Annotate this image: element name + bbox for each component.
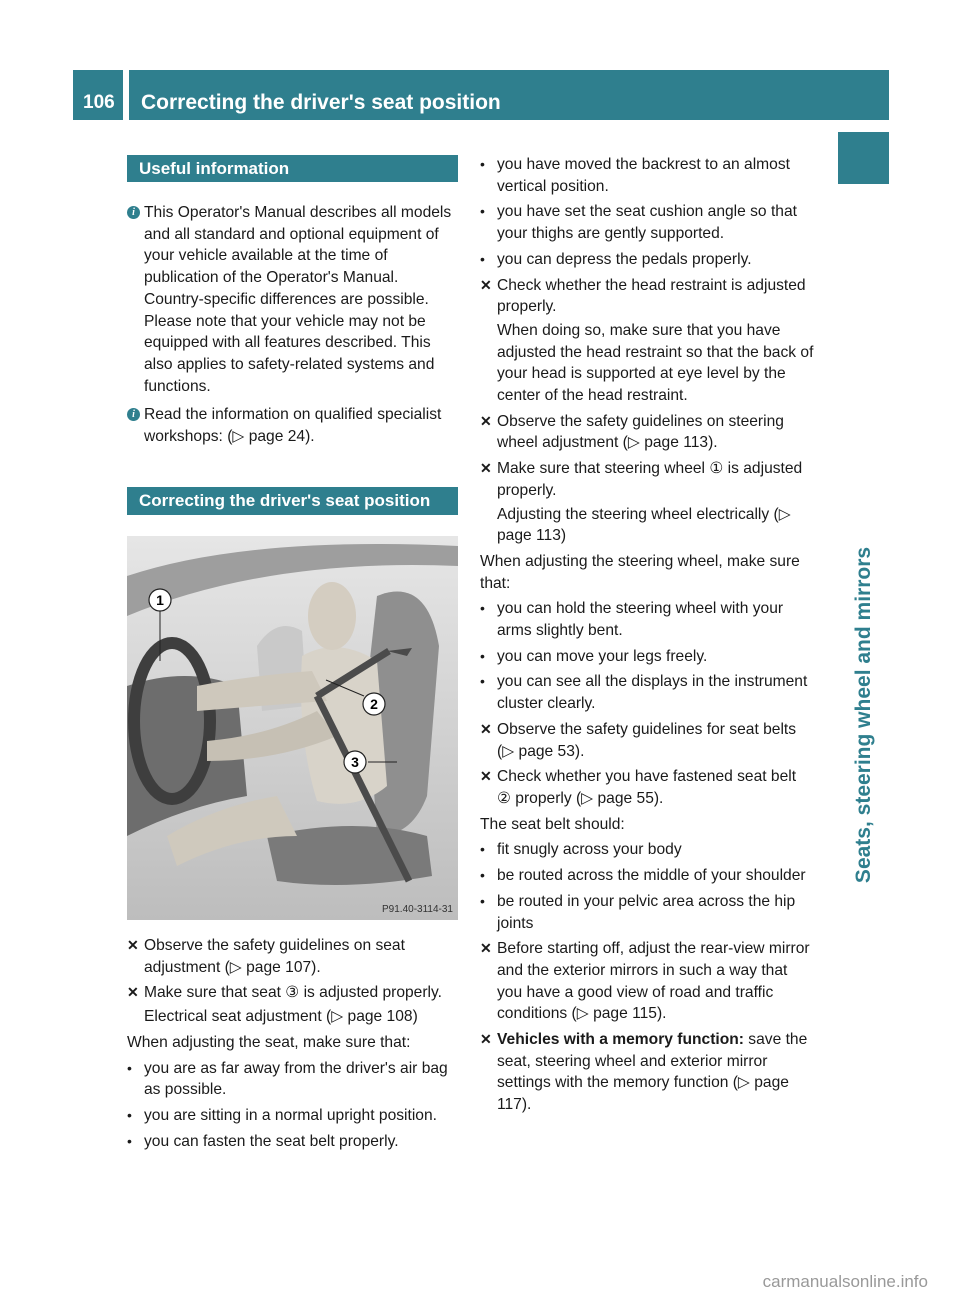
step-x-icon: ✕ [480, 940, 492, 957]
belt-bullet-1-text: fit snugly across your body [497, 841, 682, 859]
bullet-icon: • [127, 1059, 132, 1076]
bullet-icon: • [127, 1132, 132, 1149]
footer-watermark: carmanualsonline.info [762, 1272, 928, 1291]
bullet-icon: • [480, 156, 485, 172]
step-seat-adjust [127, 982, 461, 1027]
page-number: 106 [83, 92, 115, 113]
useful-info-body [127, 202, 461, 452]
step-mirrors [480, 938, 814, 1025]
bullet-icon: • [127, 1106, 132, 1123]
step-seat-adjust-sub: Electrical seat adjustment (▷ page 108) [144, 1008, 418, 1026]
info-note-2-text: Read the information on qualified specialist workshops: (▷ page 24). [144, 406, 442, 446]
step-memory-text: save the seat, steering wheel and exterior mirror settings with the memory function (▷ page 117). [497, 1031, 808, 1114]
chapter-label: Seats, steering wheel and mirrors [852, 546, 875, 884]
seat-position-heading-text: Correcting the driver's seat position [139, 491, 431, 510]
pedals-bullet-text: you can depress the pedals properly. [497, 250, 752, 268]
steer-bullet-2-text: you can move your legs freely. [497, 647, 708, 665]
belt-bullet-3 [480, 891, 814, 934]
belt-bullet-2 [480, 865, 814, 887]
step-belt-text: Check whether you have fastened seat belt ② properly (▷ page 55). [497, 768, 797, 807]
seat-bullet-2-text: you are sitting in a normal upright position. [144, 1106, 437, 1124]
right-column [480, 154, 814, 1120]
step-steering-sub: Adjusting the steering wheel electrically (▷ page 113) [497, 505, 791, 545]
page-title: Correcting the driver's seat position [141, 91, 501, 114]
info-icon: i [127, 206, 140, 219]
pedals-bullet [480, 249, 814, 271]
step-seat-adjust-text: Make sure that seat ③ is adjusted properly. [144, 984, 442, 1002]
bullet-icon: • [480, 647, 485, 664]
steer-bullet-2 [480, 646, 814, 668]
step-seat-safety [127, 935, 461, 978]
seat-bullet-1 [127, 1058, 461, 1101]
bullet-icon: • [480, 892, 485, 909]
seat-bullet-3 [127, 1131, 461, 1153]
step-x-icon: ✕ [127, 984, 139, 1001]
step-x-icon: ✕ [480, 276, 492, 293]
step-head-restraint [480, 275, 814, 407]
step-head-restraint-text: Check whether the head restraint is adjusted properly. [497, 276, 806, 316]
step-steering [480, 458, 814, 547]
step-x-icon: ✕ [127, 937, 139, 953]
figure-code: P91.40-3114-31 [382, 904, 453, 915]
step-x-icon: ✕ [480, 768, 492, 785]
seat-intro: When adjusting the seat, make sure that: [127, 1033, 411, 1051]
step-seat-safety-text: Observe the safety guidelines on seat adjustment (▷ page 107). [144, 937, 405, 976]
info-note-1 [127, 202, 461, 397]
seat-bullet-1-text: you are as far away from the driver's air bag as possible. [144, 1059, 448, 1099]
step-steering-safety-text: Observe the safety guidelines on steering wheel adjustment (▷ page 113). [497, 412, 784, 452]
cushion-bullet [480, 201, 814, 244]
belt-bullet-2-text: be routed across the middle of your shoulder [497, 867, 806, 885]
info-icon: i [127, 408, 140, 421]
backrest-bullet-text: you have moved the backrest to an almost vertical position. [497, 156, 790, 195]
callout-2-label: 2 [370, 696, 378, 712]
page-number-box [73, 70, 123, 120]
seat-bullet-2 [127, 1105, 461, 1127]
driver-seat-illustration [127, 536, 458, 920]
step-x-icon: ✕ [480, 460, 492, 477]
useful-info-heading-text: Useful information [139, 159, 290, 178]
bullet-icon: • [480, 673, 485, 690]
steer-bullet-1 [480, 598, 814, 641]
cushion-bullet-text: you have set the seat cushion angle so that your thighs are gently supported. [497, 203, 797, 243]
step-steering-text: Make sure that steering wheel ① is adjusted properly. [497, 460, 803, 499]
belt-bullet-1 [480, 839, 814, 861]
step-steering-safety [480, 411, 814, 454]
step-belt [480, 766, 814, 809]
page-header [129, 70, 889, 120]
step-head-restraint-sub: When doing so, make sure that you have adjusted the head restraint so that the back of your head is supported at eye level by the center of the head restraint. [497, 321, 814, 405]
useful-info-heading [127, 155, 458, 182]
info-note-1-text: This Operator's Manual describes all models and all standard and optional equipment of your vehicle available at the time of publication of the Operator's Manual. Country-specific differences are possible. Please note that your vehicle may not be equipped with all features described. This also applies to safety-related systems and functions. [144, 204, 452, 395]
step-x-icon: ✕ [480, 1031, 492, 1048]
step-memory [480, 1029, 814, 1116]
belt-bullet-3-text: be routed in your pelvic area across the hip joints [497, 892, 796, 932]
steer-bullet-3-text: you can see all the displays in the instrument cluster clearly. [497, 673, 808, 713]
seat-position-heading [127, 487, 458, 515]
callout-3-label: 3 [351, 754, 359, 770]
step-belt-safety [480, 719, 814, 762]
steering-intro: When adjusting the steering wheel, make sure that: [480, 552, 800, 592]
belt-intro: The seat belt should: [480, 815, 625, 833]
chapter-tab [838, 132, 889, 184]
step-memory-bold: Vehicles with a memory function: [497, 1031, 744, 1049]
callout-1-label: 1 [156, 592, 164, 608]
backrest-bullet [480, 154, 814, 197]
bullet-icon: • [480, 250, 485, 267]
bullet-icon: • [480, 203, 485, 220]
bullet-icon: • [480, 867, 485, 884]
step-belt-safety-text: Observe the safety guidelines for seat belts (▷ page 53). [497, 720, 797, 760]
step-x-icon: ✕ [480, 412, 492, 429]
info-note-2 [127, 404, 461, 447]
steer-bullet-1-text: you can hold the steering wheel with your arms slightly bent. [497, 600, 784, 640]
seat-bullet-3-text: you can fasten the seat belt properly. [144, 1132, 399, 1150]
step-x-icon: ✕ [480, 720, 492, 737]
steer-bullet-3 [480, 671, 814, 714]
bullet-icon: • [480, 841, 485, 858]
seat-steps [127, 935, 461, 1156]
bullet-icon: • [480, 600, 485, 617]
step-mirrors-text: Before starting off, adjust the rear-view mirror and the exterior mirrors in such a way that you have a good view of road and traffic conditions (▷ page 115). [497, 940, 810, 1023]
